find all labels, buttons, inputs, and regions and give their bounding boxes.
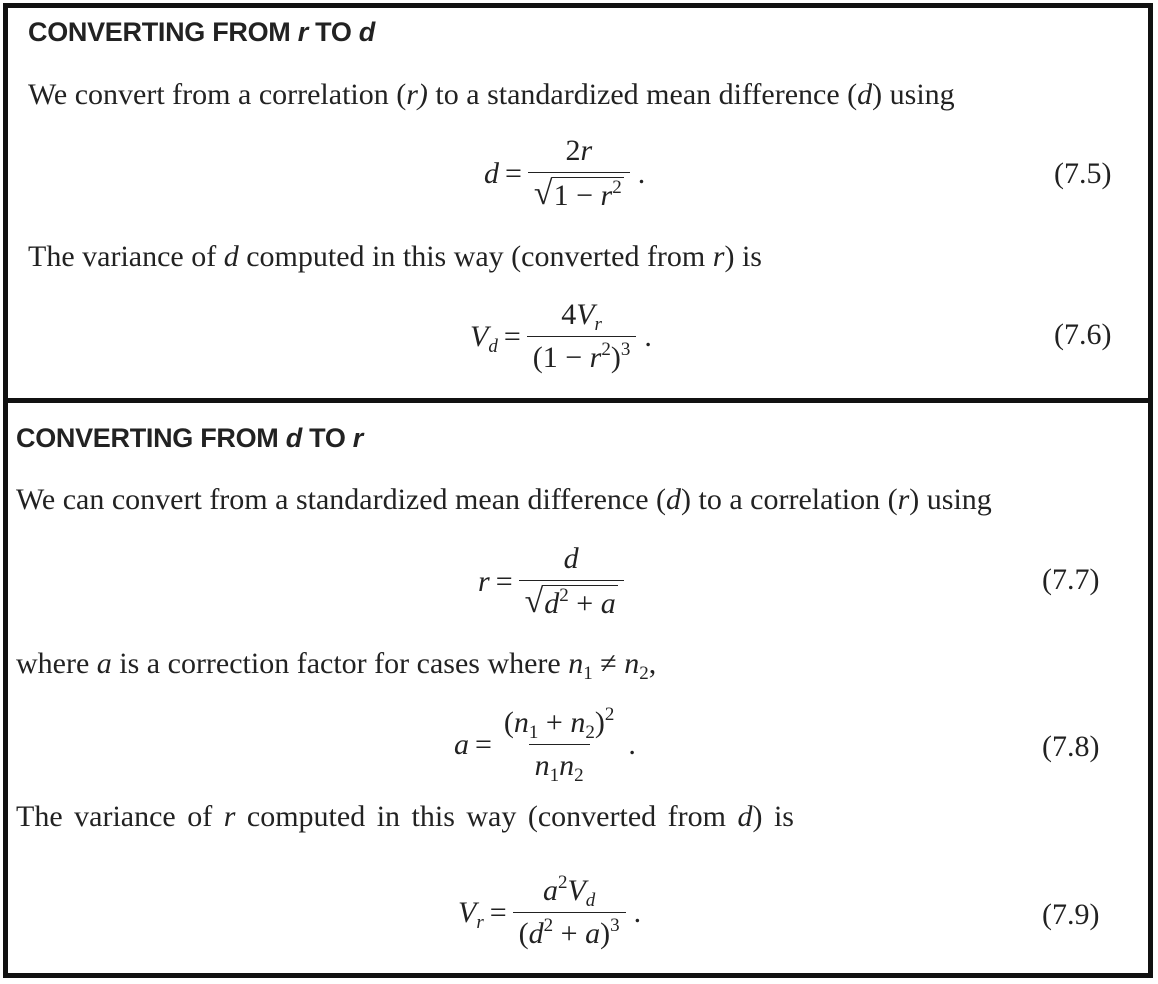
- heading-var-d: d: [358, 17, 375, 47]
- plus-sign: +: [553, 917, 586, 950]
- equation-number-7-9: (7.9): [1042, 898, 1100, 931]
- exponent: 2: [559, 585, 569, 606]
- close-paren: ): [600, 917, 611, 950]
- eq-lhs: [458, 895, 484, 933]
- subscript-1: 1: [549, 765, 560, 786]
- var-n: n: [570, 706, 586, 739]
- exponent: 2: [543, 915, 554, 936]
- text: computed in this way (converted from: [238, 240, 713, 273]
- numerator: [498, 706, 620, 744]
- denominator: [527, 336, 637, 375]
- equation-7-6: [470, 298, 652, 375]
- denominator: [528, 172, 630, 214]
- square-root: [525, 585, 618, 622]
- var-n: n: [513, 706, 529, 739]
- text: where: [16, 647, 97, 680]
- var-a: a: [585, 917, 601, 950]
- text: We convert from a correlation (: [28, 78, 407, 111]
- var-d: d: [528, 917, 544, 950]
- text: to a standardized mean difference (: [427, 78, 858, 111]
- heading-text: CONVERTING FROM: [28, 17, 298, 47]
- intro-paragraph-d-to-r: [16, 483, 992, 517]
- var-a: a: [542, 874, 558, 907]
- den-close: ): [610, 341, 621, 374]
- var-n: n: [559, 749, 575, 782]
- num-const: 2: [565, 134, 581, 167]
- var-n: n: [568, 647, 584, 680]
- denominator: [519, 580, 624, 622]
- plus-sign: +: [568, 587, 601, 620]
- var-r: r: [712, 240, 725, 273]
- section-heading-d-to-r: [16, 423, 363, 454]
- equals-sign: =: [495, 565, 513, 598]
- eq-lhs: a: [454, 727, 469, 761]
- var-d: d: [223, 240, 239, 273]
- open-paren: (: [518, 917, 529, 950]
- den-var: r: [600, 179, 613, 212]
- equals-sign: =: [475, 727, 492, 761]
- equals-sign: =: [505, 157, 522, 190]
- numerator: [558, 542, 585, 580]
- plus-sign: +: [538, 706, 571, 739]
- equals-sign: =: [489, 895, 507, 929]
- exponent: 2: [612, 177, 622, 198]
- text: computed in this way (converted from: [235, 800, 738, 833]
- var-V: V: [458, 895, 477, 929]
- heading-text: TO: [307, 17, 359, 47]
- variance-paragraph-r-to-d: [28, 240, 762, 274]
- heading-var-d: d: [285, 423, 302, 453]
- eq-lhs: r: [478, 565, 490, 598]
- den-var-d: d: [544, 587, 560, 620]
- num-const: 4: [561, 298, 577, 331]
- subscript-2: 2: [585, 722, 595, 743]
- text: We can convert from a standardized mean difference (: [16, 483, 667, 516]
- exponent: 2: [604, 704, 615, 725]
- subscript-r: r: [594, 314, 602, 335]
- text: is a correction factor for cases where: [111, 647, 569, 680]
- fraction: [498, 704, 620, 786]
- var-a: a: [96, 647, 112, 680]
- var-n: n: [534, 749, 550, 782]
- var-d: d: [666, 483, 682, 516]
- numerator: [559, 134, 598, 172]
- fraction: [527, 298, 637, 375]
- var-V: V: [470, 319, 489, 353]
- den-const: 1 −: [553, 179, 601, 212]
- outer-exponent: 3: [610, 915, 620, 936]
- outer-exponent: 3: [620, 339, 631, 360]
- var-r: r: [897, 483, 910, 516]
- exponent: 2: [557, 872, 568, 893]
- text: ) using: [909, 483, 992, 516]
- var-r: r: [223, 800, 236, 833]
- eq-lhs: d: [484, 157, 499, 190]
- denominator: [529, 744, 590, 786]
- radical-sign-icon: √: [524, 583, 544, 620]
- period: .: [644, 319, 652, 353]
- square-root: [534, 177, 624, 214]
- subscript-d: d: [488, 335, 498, 357]
- subscript-2: 2: [639, 663, 649, 684]
- text: ) is: [752, 800, 794, 833]
- var-d: d: [737, 800, 753, 833]
- equals-sign: =: [503, 319, 521, 353]
- not-equal-sign: ≠: [592, 647, 625, 680]
- var-r: r): [406, 78, 428, 111]
- numerator: [555, 298, 608, 336]
- subscript-d: d: [585, 890, 596, 911]
- text: ) using: [872, 78, 955, 111]
- heading-text: CONVERTING FROM: [16, 423, 286, 453]
- fraction: [519, 542, 624, 622]
- where-paragraph: [16, 647, 657, 684]
- den-open: (1 −: [532, 341, 590, 374]
- var-d: d: [857, 78, 873, 111]
- equation-7-5: [484, 134, 645, 214]
- heading-text: TO: [301, 423, 353, 453]
- den-var: r: [589, 341, 602, 374]
- fraction: [513, 874, 626, 951]
- var-n: n: [624, 647, 640, 680]
- text: ) to a correlation (: [681, 483, 898, 516]
- subscript-r: r: [476, 911, 484, 933]
- text: ) is: [724, 240, 762, 273]
- subscript-2: 2: [574, 765, 584, 786]
- equation-number-7-5: (7.5): [1054, 157, 1112, 190]
- period: .: [628, 727, 636, 761]
- radicand: [552, 177, 624, 214]
- eq-lhs: [470, 319, 498, 357]
- text: The variance of: [16, 800, 224, 833]
- heading-var-r: r: [297, 17, 308, 47]
- heading-var-r: r: [352, 423, 363, 453]
- denominator: [513, 912, 626, 951]
- exponent: 2: [601, 339, 611, 360]
- close-paren: ): [594, 706, 605, 739]
- radicand: [542, 585, 617, 622]
- subscript-1: 1: [583, 663, 593, 684]
- fraction: [528, 134, 630, 214]
- variance-paragraph-d-to-r: [16, 800, 794, 834]
- equation-7-9: [458, 874, 641, 951]
- equation-7-7: [478, 542, 630, 622]
- var-V: V: [567, 874, 586, 907]
- den-var-a: a: [600, 587, 616, 620]
- open-paren: (: [503, 706, 514, 739]
- num-var: V: [576, 298, 595, 331]
- num-var: d: [563, 542, 579, 575]
- equation-number-7-6: (7.6): [1054, 318, 1112, 351]
- section-heading-r-to-d: [28, 17, 375, 48]
- period: .: [637, 157, 646, 190]
- equation-number-7-8: (7.8): [1042, 730, 1100, 763]
- equation-7-8: [454, 704, 636, 786]
- num-var: r: [580, 134, 593, 167]
- intro-paragraph-r-to-d: [28, 78, 955, 112]
- subscript-1: 1: [528, 722, 539, 743]
- comma: ,: [648, 647, 657, 680]
- radical-sign-icon: √: [533, 175, 553, 212]
- period: .: [633, 895, 642, 929]
- equation-number-7-7: (7.7): [1042, 563, 1100, 596]
- numerator: [537, 874, 601, 912]
- text: The variance of: [28, 240, 224, 273]
